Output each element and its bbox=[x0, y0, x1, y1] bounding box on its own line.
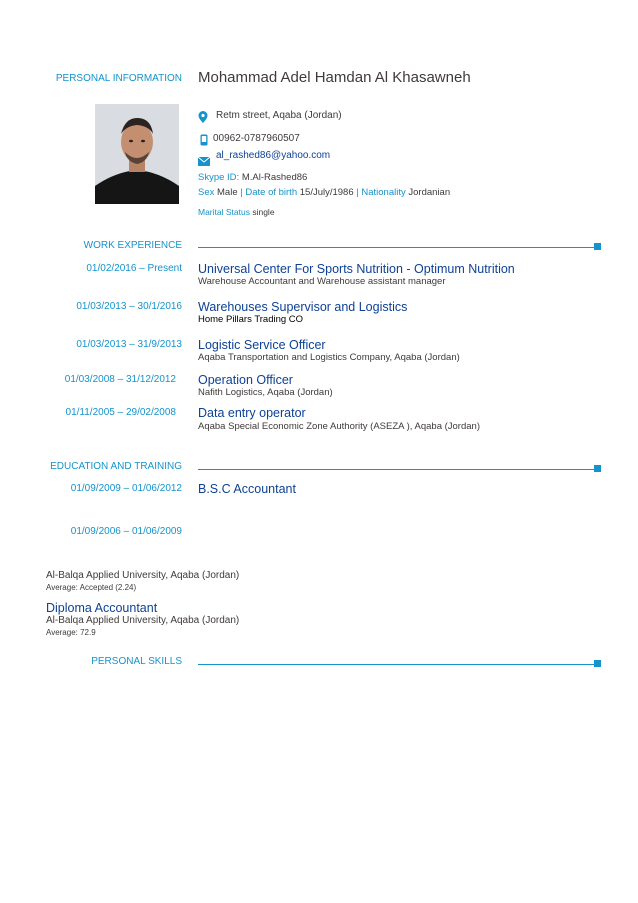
nationality-value: Jordanian bbox=[408, 187, 451, 198]
sex-value: Male bbox=[217, 187, 238, 198]
education-institution: Al-Balqa Applied University, Aqaba (Jordan) bbox=[46, 570, 240, 581]
work-title: Universal Center For Sports Nutrition - Optimum Nutrition bbox=[198, 262, 515, 276]
marital-label: Marital Status bbox=[198, 207, 250, 217]
skills-section-rule bbox=[198, 664, 595, 665]
education-title: Diploma Accountant bbox=[46, 601, 158, 615]
education-average: Average: Accepted (2.24) bbox=[46, 583, 137, 592]
personal-information-label: PERSONAL INFORMATION bbox=[55, 73, 182, 84]
profile-photo bbox=[95, 104, 179, 204]
work-subtitle: Home Pillars Trading CO bbox=[198, 314, 304, 325]
education-date: 01/09/2006 – 01/06/2009 bbox=[70, 526, 182, 537]
education-average: Average: 72.9 bbox=[46, 628, 96, 637]
phone-text: 00962-0787960507 bbox=[213, 133, 300, 144]
marital-value: single bbox=[252, 207, 275, 217]
personal-details-line bbox=[198, 187, 450, 198]
dob-value: 15/July/1986 bbox=[299, 187, 354, 198]
candidate-name: Mohammad Adel Hamdan Al Khasawneh bbox=[198, 69, 471, 86]
nationality-label: | Nationality bbox=[356, 187, 406, 198]
work-experience-label: WORK EXPERIENCE bbox=[83, 240, 182, 251]
work-subtitle: Aqaba Transportation and Logistics Company, Aqaba (Jordan) bbox=[198, 352, 460, 363]
education-section-rule bbox=[198, 469, 595, 470]
work-date: 01/03/2013 – 31/9/2013 bbox=[76, 339, 182, 350]
work-subtitle: Nafith Logistics, Aqaba (Jordan) bbox=[198, 387, 333, 398]
address-text: Retm street, Aqaba (Jordan) bbox=[216, 110, 342, 121]
work-title: Logistic Service Officer bbox=[198, 338, 326, 352]
skype-value: M.Al-Rashed86 bbox=[241, 172, 308, 183]
work-date: 01/03/2013 – 30/1/2016 bbox=[76, 301, 182, 312]
location-pin-icon bbox=[198, 110, 208, 128]
education-date: 01/09/2009 – 01/06/2012 bbox=[70, 483, 182, 494]
marital-line bbox=[198, 207, 275, 217]
work-date: 01/03/2008 – 31/12/2012 bbox=[64, 374, 176, 385]
work-title: Data entry operator bbox=[198, 406, 306, 420]
work-subtitle: Warehouse Accountant and Warehouse assistant manager bbox=[198, 276, 446, 287]
email-link[interactable]: al_rashed86@yahoo.com bbox=[216, 150, 331, 161]
work-section-rule bbox=[198, 247, 595, 248]
work-section-rule-end bbox=[594, 243, 601, 250]
envelope-icon bbox=[198, 153, 210, 171]
dob-label: | Date of birth bbox=[240, 187, 298, 198]
education-label: EDUCATION AND TRAINING bbox=[50, 461, 182, 472]
work-date: 01/02/2016 – Present bbox=[86, 263, 182, 274]
work-date: 01/11/2005 – 29/02/2008 bbox=[65, 407, 176, 418]
skype-label: Skype ID: bbox=[198, 172, 240, 183]
sex-label: Sex bbox=[198, 187, 215, 198]
work-title: Warehouses Supervisor and Logistics bbox=[198, 300, 408, 314]
work-subtitle: Aqaba Special Economic Zone Authority (ASEZA ), Aqaba (Jordan) bbox=[198, 421, 480, 432]
skills-section-rule-end bbox=[594, 660, 601, 667]
work-title: Operation Officer bbox=[198, 373, 293, 387]
education-institution: Al-Balqa Applied University, Aqaba (Jordan) bbox=[46, 615, 240, 626]
phone-icon bbox=[200, 133, 208, 151]
personal-skills-label: PERSONAL SKILLS bbox=[91, 656, 182, 667]
education-title: B.S.C Accountant bbox=[198, 482, 296, 496]
skype-line bbox=[198, 172, 307, 183]
education-section-rule-end bbox=[594, 465, 601, 472]
